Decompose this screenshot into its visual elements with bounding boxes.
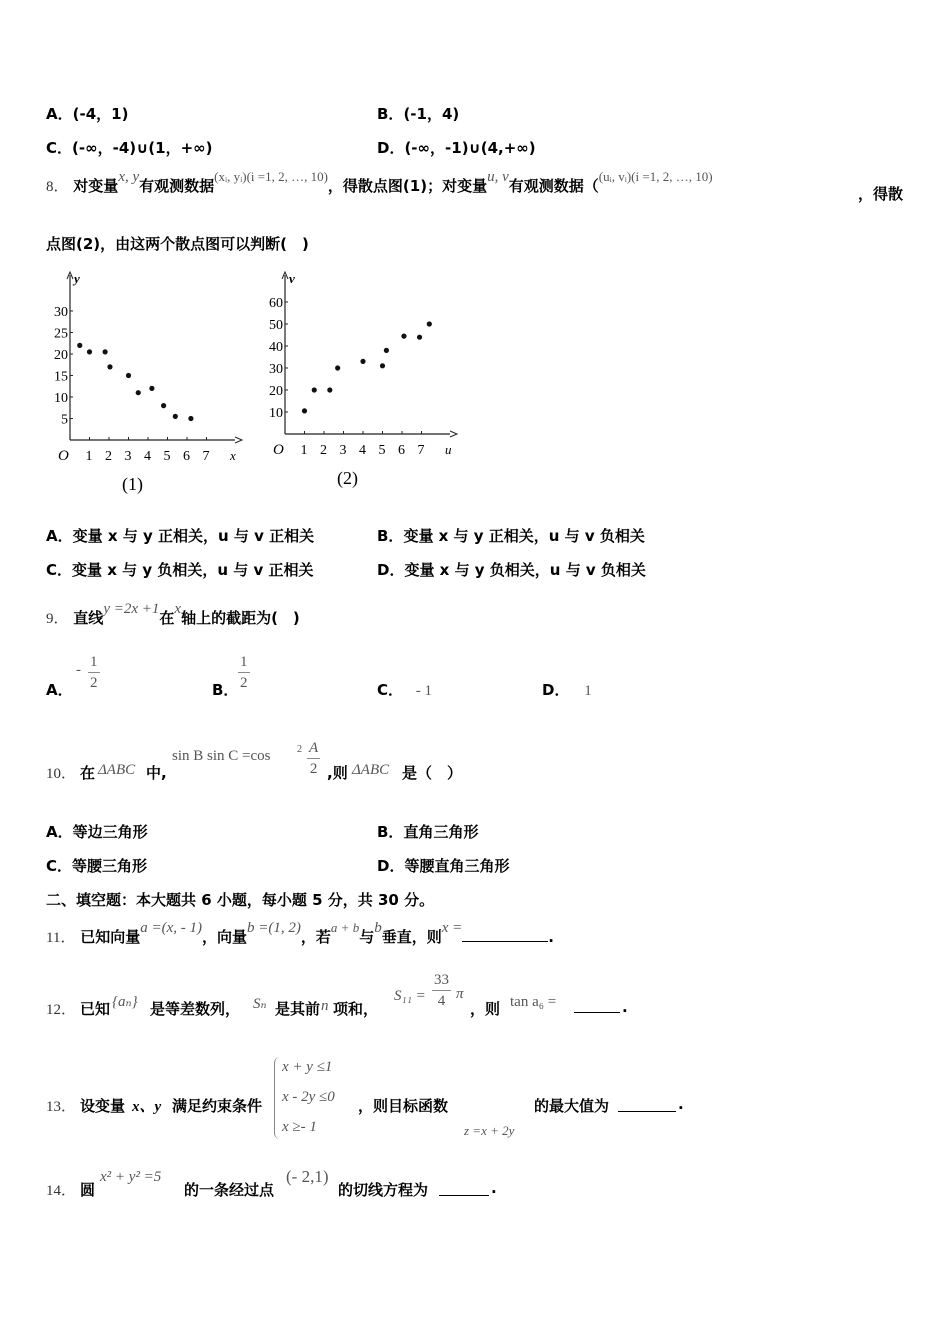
question-number: 9．: [46, 611, 69, 627]
option-text: 变量 x 与 y 正相关，u 与 v 负相关: [403, 527, 645, 545]
scatter-plot-2: [265, 265, 475, 505]
stem-text: 对变量: [73, 177, 119, 195]
svg-text:60: 60: [269, 296, 283, 311]
svg-text:50: 50: [269, 318, 283, 333]
stem-text: .: [622, 998, 628, 1016]
svg-text:15: 15: [54, 369, 68, 385]
stem-text: 的切线方程为: [338, 1181, 429, 1199]
option-label: C．: [46, 857, 73, 875]
q7-option-d: [377, 137, 536, 158]
q8-option-b: [377, 525, 645, 546]
numerator: 33: [432, 970, 451, 991]
math-triangle: ΔABC: [352, 762, 390, 778]
svg-text:2: 2: [105, 449, 112, 464]
q10-option-b: [377, 821, 478, 842]
option-label: C．: [46, 561, 73, 579]
svg-text:2: 2: [320, 443, 327, 458]
constraint: x ≥- 1: [282, 1119, 317, 1135]
svg-text:O: O: [273, 442, 284, 458]
svg-text:u: u: [445, 442, 452, 457]
answer-blank[interactable]: [462, 927, 548, 942]
svg-text:(2): (2): [337, 468, 358, 488]
math-var: x: [174, 601, 182, 617]
q14-stem: [46, 1165, 566, 1205]
stem-text: 在: [80, 764, 96, 782]
stem-text: 有观测数据（: [508, 177, 599, 195]
denominator: 2: [240, 675, 248, 691]
math-var: x =: [441, 920, 463, 936]
math-tan: tan a₆ =: [510, 994, 557, 1010]
svg-text:40: 40: [269, 340, 283, 355]
fraction: [432, 970, 451, 1011]
math-circle: x² + y² =5: [100, 1169, 162, 1185]
svg-text:y: y: [74, 271, 80, 286]
question-number: 14．: [46, 1183, 77, 1199]
math-triangle: ΔABC: [98, 762, 136, 778]
math-var: b: [374, 920, 382, 936]
svg-text:3: 3: [339, 443, 347, 458]
scatter-plot-1: [40, 265, 250, 505]
denominator: 2: [90, 675, 98, 691]
option-label: D．: [377, 139, 405, 157]
svg-text:7: 7: [417, 443, 425, 458]
stem-text: 轴上的截距为( ): [181, 609, 300, 627]
q7-option-c: [46, 137, 213, 158]
q13-stem: [46, 1055, 706, 1145]
math-objective: z =x + 2y: [464, 1123, 515, 1138]
stem-text: 项和，: [333, 1000, 379, 1018]
option-text: (-1，4): [403, 105, 460, 123]
stem-text: ，则: [470, 1000, 501, 1018]
stem-text: 圆: [80, 1181, 96, 1199]
denominator: 4: [437, 993, 446, 1009]
stem-text: 在: [159, 609, 175, 627]
stem-text: ,则: [327, 764, 348, 782]
q8-option-c: [46, 559, 313, 580]
math-point: (- 2,1): [286, 1167, 329, 1186]
q10-stem: [46, 738, 646, 788]
q8-stem-line2: 点图(2)，由这两个散点图可以判断( ): [46, 235, 309, 253]
option-text: 变量 x 与 y 负相关，u 与 v 正相关: [72, 561, 314, 579]
svg-text:30: 30: [54, 305, 68, 320]
svg-text:10: 10: [54, 391, 68, 406]
stem-text: ，得散点图(1)；对变量: [327, 177, 488, 195]
svg-text:1: 1: [85, 449, 93, 464]
option-text: 变量 x 与 y 正相关，u 与 v 正相关: [72, 527, 315, 545]
numerator: 1: [238, 652, 250, 673]
option-text: (-4，1): [72, 105, 129, 123]
denominator: 2: [309, 761, 318, 777]
q7-option-a: [46, 103, 128, 124]
option-text: 变量 x 与 y 负相关，u 与 v 负相关: [404, 561, 646, 579]
option-text: (-∞，-1)∪(4,+∞): [404, 139, 536, 157]
fraction: [88, 652, 100, 693]
fraction: [307, 738, 320, 779]
svg-text:v: v: [289, 271, 295, 286]
q10-option-d: [377, 855, 509, 876]
q9-option-d: [542, 679, 592, 700]
stem-text: 是等差数列，: [150, 1000, 241, 1018]
svg-text:20: 20: [269, 384, 283, 399]
svg-text:10: 10: [269, 406, 283, 421]
q8-stem-line1: [46, 169, 896, 196]
q8-option-d: [377, 559, 646, 580]
option-text: 等边三角形: [72, 823, 148, 841]
option-text: 等腰直角三角形: [404, 857, 510, 875]
svg-text:(1): (1): [122, 474, 143, 494]
svg-text:1: 1: [300, 443, 308, 458]
stem-text: 的一条经过点: [184, 1181, 275, 1199]
svg-text:4: 4: [359, 443, 366, 458]
option-label: D．: [377, 857, 405, 875]
numerator: 1: [88, 652, 100, 673]
fraction: [238, 652, 250, 693]
q11-stem: [46, 920, 554, 947]
option-text: (-∞，-4)∪(1，+∞): [72, 139, 213, 157]
math-vector-b: b =(1, 2): [247, 920, 301, 936]
stem-text: 是其前: [275, 1000, 321, 1018]
option-text: 等腰三角形: [72, 857, 148, 875]
svg-text:6: 6: [398, 443, 405, 458]
answer-blank[interactable]: [574, 998, 620, 1013]
question-number: 10．: [46, 766, 77, 782]
stem-text: .: [548, 928, 554, 946]
stem-text: 满足约束条件: [172, 1097, 263, 1115]
svg-text:7: 7: [202, 449, 210, 464]
option-value: - 1: [415, 683, 433, 699]
constraint: x + y ≤1: [282, 1059, 333, 1075]
answer-blank[interactable]: [618, 1097, 676, 1112]
math-sum: a + b: [330, 920, 360, 935]
stem-text: ，得散: [858, 185, 904, 203]
option-label: B．: [377, 823, 404, 841]
stem-text: 的最大值为: [534, 1097, 610, 1115]
option-label: C．: [377, 681, 404, 699]
section-heading: 二、填空题：本大题共 6 小题，每小题 5 分，共 30 分。: [46, 891, 435, 909]
question-number: 12．: [46, 1002, 77, 1018]
brace-icon: [274, 1057, 281, 1139]
svg-text:4: 4: [144, 449, 151, 464]
svg-text:3: 3: [124, 449, 132, 464]
option-text: 直角三角形: [403, 823, 479, 841]
stem-text: 有观测数据: [139, 177, 215, 195]
stem-text: ，向量: [202, 928, 248, 946]
option-label: A．: [46, 105, 73, 123]
q12-stem: [46, 970, 666, 1020]
math-vars: x, y: [118, 169, 140, 185]
svg-text:30: 30: [269, 362, 283, 377]
stem-text: .: [491, 1179, 497, 1197]
option-label: D．: [377, 561, 405, 579]
q8-option-a: [46, 525, 314, 546]
q10-option-a: [46, 821, 148, 842]
svg-text:5: 5: [163, 449, 171, 464]
constraint: x - 2y ≤0: [282, 1089, 335, 1105]
svg-text:5: 5: [61, 412, 68, 428]
q10-option-c: [46, 855, 147, 876]
option-label: B．: [377, 527, 404, 545]
svg-text:5: 5: [378, 443, 386, 458]
minus-sign: -: [76, 662, 81, 678]
math-s11: S₁₁ =: [394, 988, 426, 1004]
svg-text:25: 25: [54, 326, 68, 342]
q9-option-a: [46, 652, 98, 699]
math-pi: π: [456, 986, 464, 1002]
stem-text: ，则目标函数: [358, 1097, 449, 1115]
math-vars: x、y: [132, 1099, 162, 1115]
option-label: B．: [377, 105, 404, 123]
option-label: A．: [46, 527, 73, 545]
math-data: (xᵢ, yᵢ)(i =1, 2, …, 10): [214, 169, 328, 184]
math-sequence: {aₙ}: [112, 994, 138, 1010]
option-label: C．: [46, 139, 73, 157]
option-label: A．: [46, 823, 73, 841]
question-number: 8．: [46, 179, 69, 195]
option-label: B．: [212, 681, 239, 699]
math-equation: y =2x +1: [103, 601, 160, 617]
stem-text: 是（ ）: [402, 764, 463, 782]
option-label: D．: [542, 681, 570, 699]
exponent: 2: [297, 744, 302, 755]
svg-text:20: 20: [54, 348, 68, 363]
q7-option-b: [377, 103, 459, 124]
q9-stem: [46, 601, 300, 628]
stem-text: 与: [359, 928, 375, 946]
question-number: 11．: [46, 930, 76, 946]
stem-text: 已知向量: [80, 928, 141, 946]
svg-text:x: x: [230, 448, 236, 463]
stem-text: 中,: [146, 764, 167, 782]
q9-option-c: [377, 679, 432, 700]
chart-1-group: [54, 271, 242, 495]
svg-text:O: O: [58, 448, 69, 464]
math-data: (uᵢ, vᵢ)(i =1, 2, …, 10): [598, 169, 713, 184]
stem-text: 垂直，则: [381, 928, 442, 946]
stem-text: 直线: [73, 609, 104, 627]
chart-2-group: [269, 271, 457, 489]
math-sn: Sₙ: [253, 996, 267, 1012]
question-number: 13．: [46, 1099, 77, 1115]
stem-text: 已知: [80, 1000, 111, 1018]
math-equation: sin B sin C =cos: [172, 748, 271, 764]
math-vector-a: a =(x, - 1): [140, 920, 203, 936]
option-value: 1: [584, 683, 592, 699]
math-vars: u, v: [487, 169, 509, 185]
numerator: A: [307, 738, 320, 759]
svg-text:6: 6: [183, 449, 190, 464]
q9-option-b: [212, 652, 248, 699]
answer-blank[interactable]: [439, 1181, 489, 1196]
stem-text: ，若: [300, 928, 331, 946]
option-label: A．: [46, 681, 73, 699]
stem-text: 设变量: [80, 1097, 126, 1115]
stem-text: .: [678, 1095, 684, 1113]
math-var: n: [321, 998, 329, 1014]
